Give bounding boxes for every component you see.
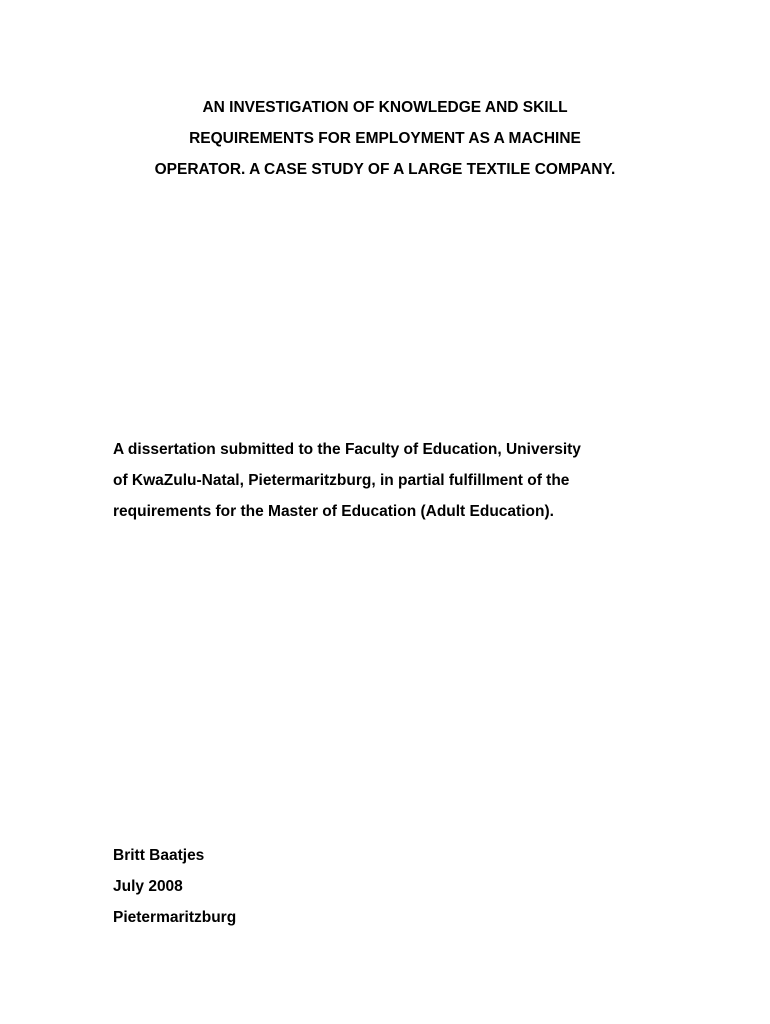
author-details <box>113 840 513 933</box>
title-line-1: AN INVESTIGATION OF KNOWLEDGE AND SKILL <box>202 99 568 116</box>
statement-line-1: A dissertation submitted to the Faculty of Education, University <box>113 441 581 458</box>
title-line-2: REQUIREMENTS FOR EMPLOYMENT AS A MACHINE <box>189 130 581 147</box>
statement-line-3: requirements for the Master of Education (Adult Education). <box>113 503 554 520</box>
title-line-3: OPERATOR. A CASE STUDY OF A LARGE TEXTILE COMPANY. <box>154 161 616 178</box>
submission-date: July 2008 <box>113 878 183 895</box>
statement-line-2: of KwaZulu-Natal, Pietermaritzburg, in partial fulfillment of the <box>113 472 570 489</box>
submission-place: Pietermaritzburg <box>113 909 237 926</box>
author-name: Britt Baatjes <box>113 847 205 864</box>
submission-statement <box>113 434 713 527</box>
dissertation-title <box>0 92 770 185</box>
